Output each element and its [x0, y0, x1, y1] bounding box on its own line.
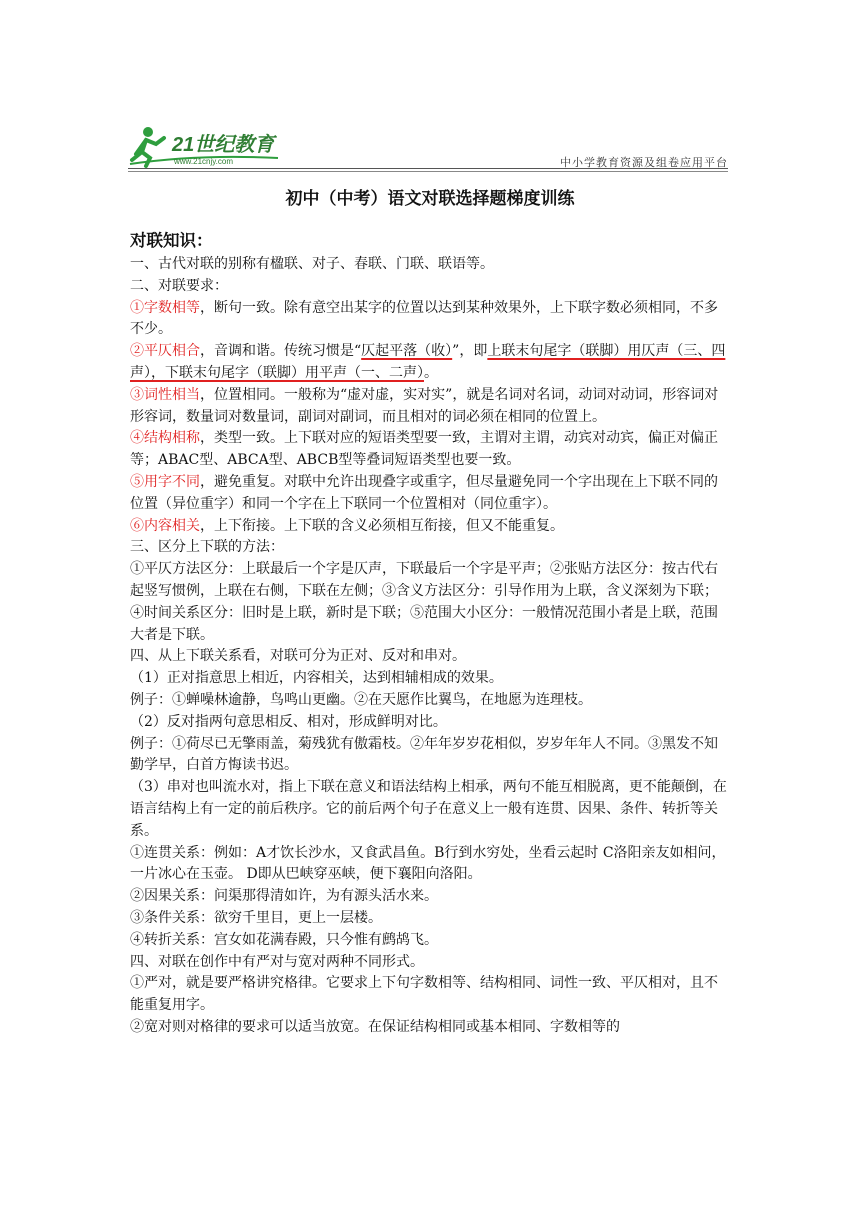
underlined-text: 上联末句尾字（联脚）用仄声（三、四声），下联末句尾字（联脚）用平声（一、二声） [130, 343, 726, 381]
rule-label: ③词性相当 [130, 386, 200, 403]
header-divider [128, 168, 728, 169]
logo-url: www.21cnjy.com [174, 157, 233, 166]
paragraph: 二、对联要求： [130, 277, 228, 294]
paragraph: （2）反对指两句意思相反、相对，形成鲜明对比。 [130, 713, 447, 730]
section-heading: 对联知识： [130, 231, 213, 250]
rule-label: ④结构相称 [130, 430, 200, 447]
paragraph: （3）串对也叫流水对，指上下联在意义和语法结构上相承，两句不能互相脱离，更不能颠倒，在语言结构上有一定的前后秩序。它的前后两个句子在意义上一般有连贯、因果、条件、转折等关系。 [130, 779, 727, 839]
logo-name: 21世纪教育 [172, 134, 275, 156]
page-header [128, 124, 728, 172]
rule-2: ②平仄相合，音调和谐。传统习惯是“仄起平落（收）”，即上联末句尾字（联脚）用仄声（三、四声），下联末句尾字（联脚）用平声（一、二声）。 [130, 343, 726, 381]
paragraph: ①严对，就是要严格讲究格律。它要求上下句字数相等、结构相同、词性一致、平仄相对，且不能重复用字。 [130, 975, 718, 1014]
rule-6: ⑥内容相关，上下衔接。上下联的含义必须相互衔接，但又不能重复。 [130, 517, 564, 534]
rule-label: ①字数相等 [130, 299, 200, 316]
paragraph: 四、从上下联关系看，对联可分为正对、反对和串对。 [130, 648, 466, 665]
page-title: 初中（中考）语文对联选择题梯度训练 [285, 189, 575, 209]
document-body [130, 228, 730, 1039]
paragraph: （1）正对指意思上相近，内容相关，达到相辅相成的效果。 [130, 670, 503, 687]
underlined-term: 仄起平落（收） [361, 343, 453, 360]
example: 例子：①蝉噪林逾静，鸟鸣山更幽。②在天愿作比翼鸟，在地愿为连理枝。 [130, 691, 592, 708]
paragraph: ④转折关系：宫女如花满春殿，只今惟有鹧鸪飞。 [130, 931, 438, 948]
paragraph: ②因果关系：问渠那得清如许，为有源头活水来。 [130, 888, 438, 905]
example: 例子：①荷尽已无擎雨盖，菊残犹有傲霜枝。②年年岁岁花相似，岁岁年年人不同。③黑发不知勤学早，白首方悔读书迟。 [130, 735, 718, 774]
paragraph: ③条件关系：欲穷千里目，更上一层楼。 [130, 909, 382, 926]
rule-5: ⑤用字不同，避免重复。对联中允许出现叠字或重字，但尽量避免同一个字出现在上下联不同的位置（异位重字）和同一个字在上下联同一个位置相对（同位重字）。 [130, 473, 718, 512]
rule-label: ②平仄相合 [130, 343, 200, 360]
paragraph: ①平仄方法区分：上联最后一个字是仄声，下联最后一个字是平声；②张贴方法区分：按古代右起竖写惯例，上联在右侧，下联在左侧；③含义方法区分：引导作用为上联，含义深刻为下联；④时间关系区分：旧时是上联，新时是下联；⑤范围大小区分：一般情况范围小者是上联，范围大者是下联。 [130, 561, 718, 643]
platform-name: 中小学教育资源及组卷应用平台 [560, 156, 728, 169]
rule-4: ④结构相称，类型一致。上下联对应的短语类型要一致，主谓对主谓，动宾对动宾，偏正对偏正等；ABAC型、ABCA型、ABCB型等叠词短语类型也要一致。 [130, 430, 718, 469]
paragraph: 三、区分上下联的方法： [130, 539, 284, 556]
paragraph: ①连贯关系：例如：A才饮长沙水，又食武昌鱼。B行到水穷处，坐看云起时 C洛阳亲友如相问，一片冰心在玉壶。 D即从巴峡穿巫峡，便下襄阳向洛阳。 [130, 844, 726, 883]
paragraph: 一、古代对联的别称有楹联、对子、春联、门联、联语等。 [130, 256, 494, 272]
paragraph: 四、对联在创作中有严对与宽对两种不同形式。 [130, 953, 424, 970]
rule-3: ③词性相当，位置相同。一般称为“虚对虚，实对实”，就是名词对名词，动词对动词，形容词对形容词，数量词对数量词，副词对副词，而且相对的词必须在相同的位置上。 [130, 386, 719, 425]
header-divider-thin [128, 171, 728, 172]
paragraph: ②宽对则对格律的要求可以适当放宽。在保证结构相同或基本相同、字数相等的 [130, 1018, 620, 1035]
rule-label: ⑤用字不同 [130, 473, 200, 490]
rule-1: ①字数相等，断句一致。除有意空出某字的位置以达到某种效果外，上下联字数必须相同，不多不少。 [130, 299, 718, 338]
rule-label: ⑥内容相关 [130, 517, 200, 534]
logo-runner-icon [128, 124, 288, 170]
